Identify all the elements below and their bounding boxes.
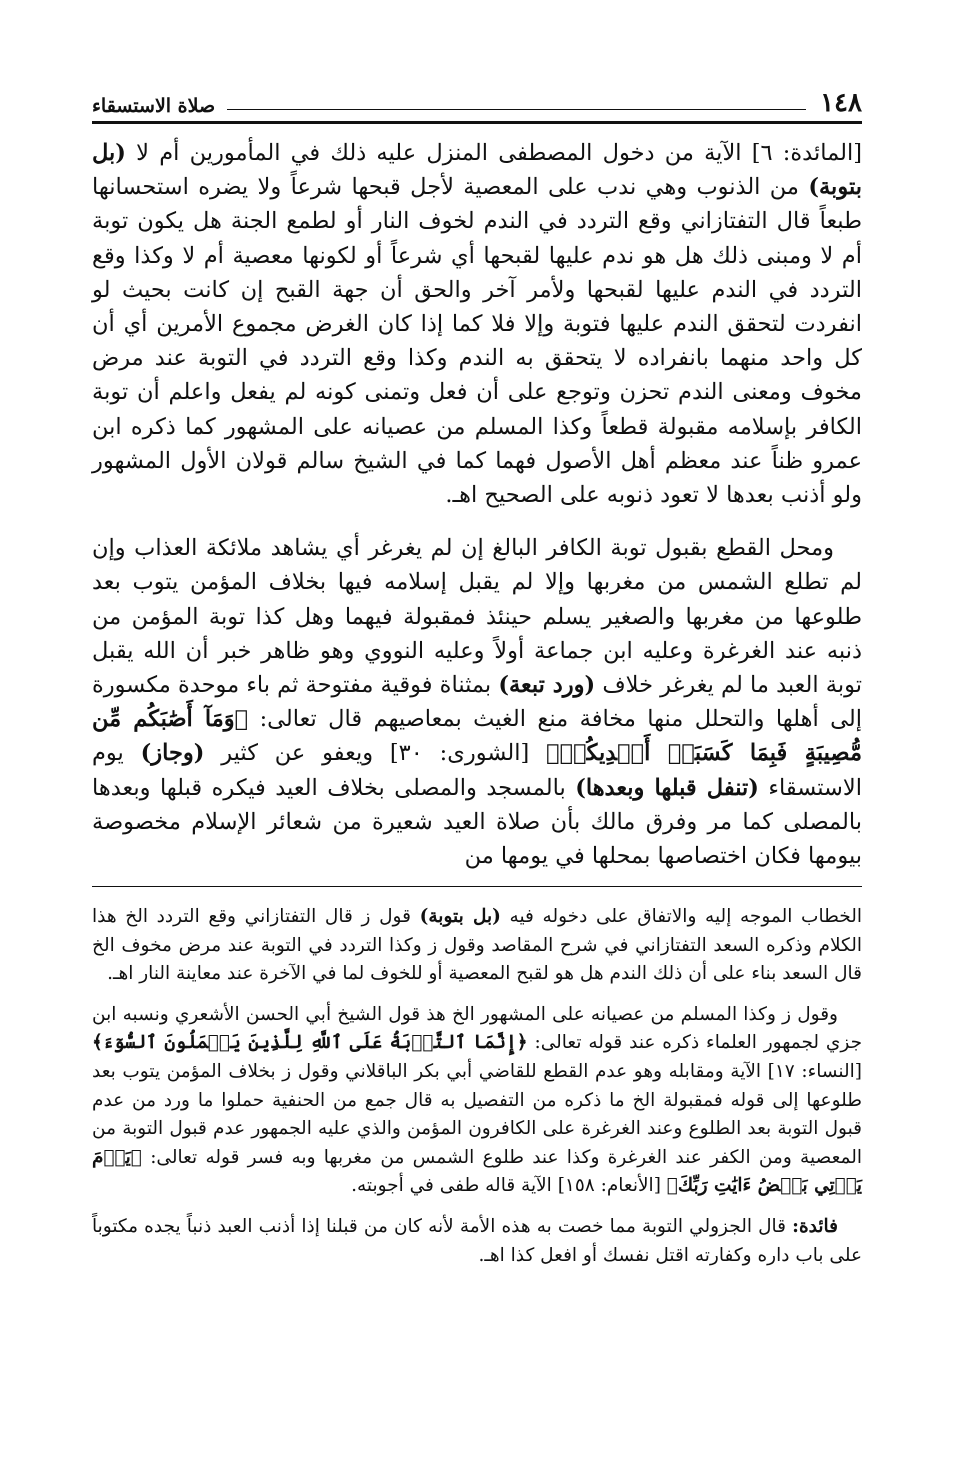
main-paragraph-1: [المائدة: ٦] الآية من دخول المصطفى المنزل عليه ذلك في المأمورين أم لا (بل بتوبة) من الذنوب وهي ندب على المعصية لأجل قبحها شرعاً ولا يضره استحسانها طبعاً قال التفتازاني وقع التردد في الندم لخوف النار أو لطمع الجنة هل يكون توبة أم لا ومبنى ذلك هل هو ندم عليها لقبحها أي شرعاً أو لكونها معصية أم لا وكذا وقع التردد في الندم عليها لقبحها ولأمر آخر والحق أن جهة القبح إن كانت بحيث لو انفردت لتحقق الندم عليها فتوبة وإلا فلا كما إذا كان الغرض مجموع الأمرين أي أن كل واحد منهما بانفراده لا يتحقق به الندم وكذا وقع التردد في التوبة عند مرض مخوف ومعنى الندم تحزن وتوجع على أن فعل وتمنى كونه لم يفعل واعلم أن توبة الكافر بإسلامه مقبولة قطعاً وكذا المسلم من عصيانه على المشهور كما ذكره ابن عمرو ظناً عند معظم أهل الأصول فهما كما في الشيخ سالم قولان الأول المشهور ولو أذنب بعدها لا تعود ذنوبه على الصحيح اهـ. xyxy=(92,140,863,509)
footnote-separator xyxy=(92,886,862,887)
main-text xyxy=(92,136,862,873)
quran-quote: ﴿إِنَّمَا ٱلتَّوۡبَةُ عَلَى ٱللَّهِ لِلَّذِينَ يَعۡمَلُونَ ٱلسُّوٓءَ﴾ xyxy=(92,1032,528,1054)
quran-quote: ﴿يَوۡمَ يَأۡتِي بَعۡضُ ءَايَٰتِ رَبِّكَ﴾ xyxy=(92,1146,862,1197)
main-paragraph-2: ومحل القطع بقبول توبة الكافر البالغ إن لم يغرغر أي يشاهد ملائكة العذاب وإن لم تطلع الشمس من مغربها وإلا لم يقبل إسلامه فيها بخلاف المؤمن يتوب بعد طلوعها من مغربها والصغير يسلم حينئذ فمقبولة فيهما وهل كذا توبة المؤمن من ذنبه عند الغرغرة وعليه ابن جماعة أولاً وعليه النووي وهو ظاهر خبر أن الله يقبل توبة العبد ما لم يغرغر خلاف (ورد تبعة) بمثناة فوقية مفتوحة ثم باء موحدة مكسورة إلى أهلها والتحلل منها مخافة منع الغيث بمعاصيهم قال تعالى: ﴿وَمَآ أَصَٰبَكُم مِّن مُّصِيبَةٍ فَبِمَا كَسَبَتۡ أَيۡدِيكُمۡ﴾ [الشورى: ٣٠] ويعفو عن كثير (وجاز) يوم الاستسقاء (تنفل قبلها وبعدها) بالمسجد والمصلى بخلاف العيد فيكره قبلها وبعدها بالمصلى كما مر وفرق مالك بأن صلاة العيد شعيرة من شعائر الإسلام مخصوصة بيومها فكان اختصاصها بمحلها في يومها من xyxy=(92,535,863,870)
running-header xyxy=(92,72,862,116)
chapter-title: صلاة الاستسقاء xyxy=(92,95,216,117)
footnote-3: فائدة: قال الجزولي التوبة مما خصت به هذه الأمة لأنه كان من قبلنا إذا أذنب العبد ذنباً يجده مكتوباً على باب داره وكفارته اقتل نفسك أو افعل كذا اهـ. xyxy=(92,1215,862,1266)
quran-quote: ﴿وَمَآ أَصَٰبَكُم مِّن مُّصِيبَةٍ فَبِمَا كَسَبَتۡ أَيۡدِيكُمۡ﴾ xyxy=(92,706,863,767)
footnote-2: وقول ز وكذا المسلم من عصيانه على المشهور الخ هذ قول الشيخ أبي الحسن الأشعري ونسبه ابن جزي لجمهور العلماء ذكره عند قوله تعالى: ﴿إِنَّمَا ٱلتَّوۡبَةُ عَلَى ٱللَّهِ لِلَّذِينَ يَعۡمَلُونَ ٱلسُّوٓءَ﴾ [النساء: ١٧] الآية ومقابله وهو عدم القطع للقاضي أبي بكر الباقلاني وقول ز بخلاف المؤمن يتوب بعد طلوعها إلى قوله فمقبولة الخ ما ذكره من التفصيل به قال جمع من الحنفية حملوا ما ورد من عدم قبول التوبة بعد الطلوع وعند الغرغرة على الكافرون المؤمن والذي عليه الجمهور عدم قبول التوبة من المعصية ومن الكفر عند الغرغرة وكذا عند طلوع الشمس من مغربها وبه فسر قوله تعالى: ﴿يَوۡمَ يَأۡتِي بَعۡضُ ءَايَٰتِ رَبِّكَ﴾ [الأنعام: ١٥٨] الآية قاله طفى في أجوبته. xyxy=(92,1003,863,1197)
page-number: ١٤٨ xyxy=(820,88,862,118)
footnote-1: الخطاب الموجه إليه والاتفاق على دخوله فيه (بل بتوبة) قول ز قال التفتازاني وقع التردد الخ هذا الكلام وذكره السعد التفتازاني في شرح المقاصد وقول ز وكذا التردد في التوبة عند مرض مخوف الخ قال السعد بناء على أن ذلك الندم هل هو لقبح المعصية أو للخوف لما في الآخرة عند معاينة النار اهـ. xyxy=(92,906,862,985)
header-line xyxy=(227,109,806,110)
footnotes xyxy=(92,903,862,1270)
benefit-label: فائدة: xyxy=(792,1215,838,1237)
header-rule xyxy=(92,121,862,124)
